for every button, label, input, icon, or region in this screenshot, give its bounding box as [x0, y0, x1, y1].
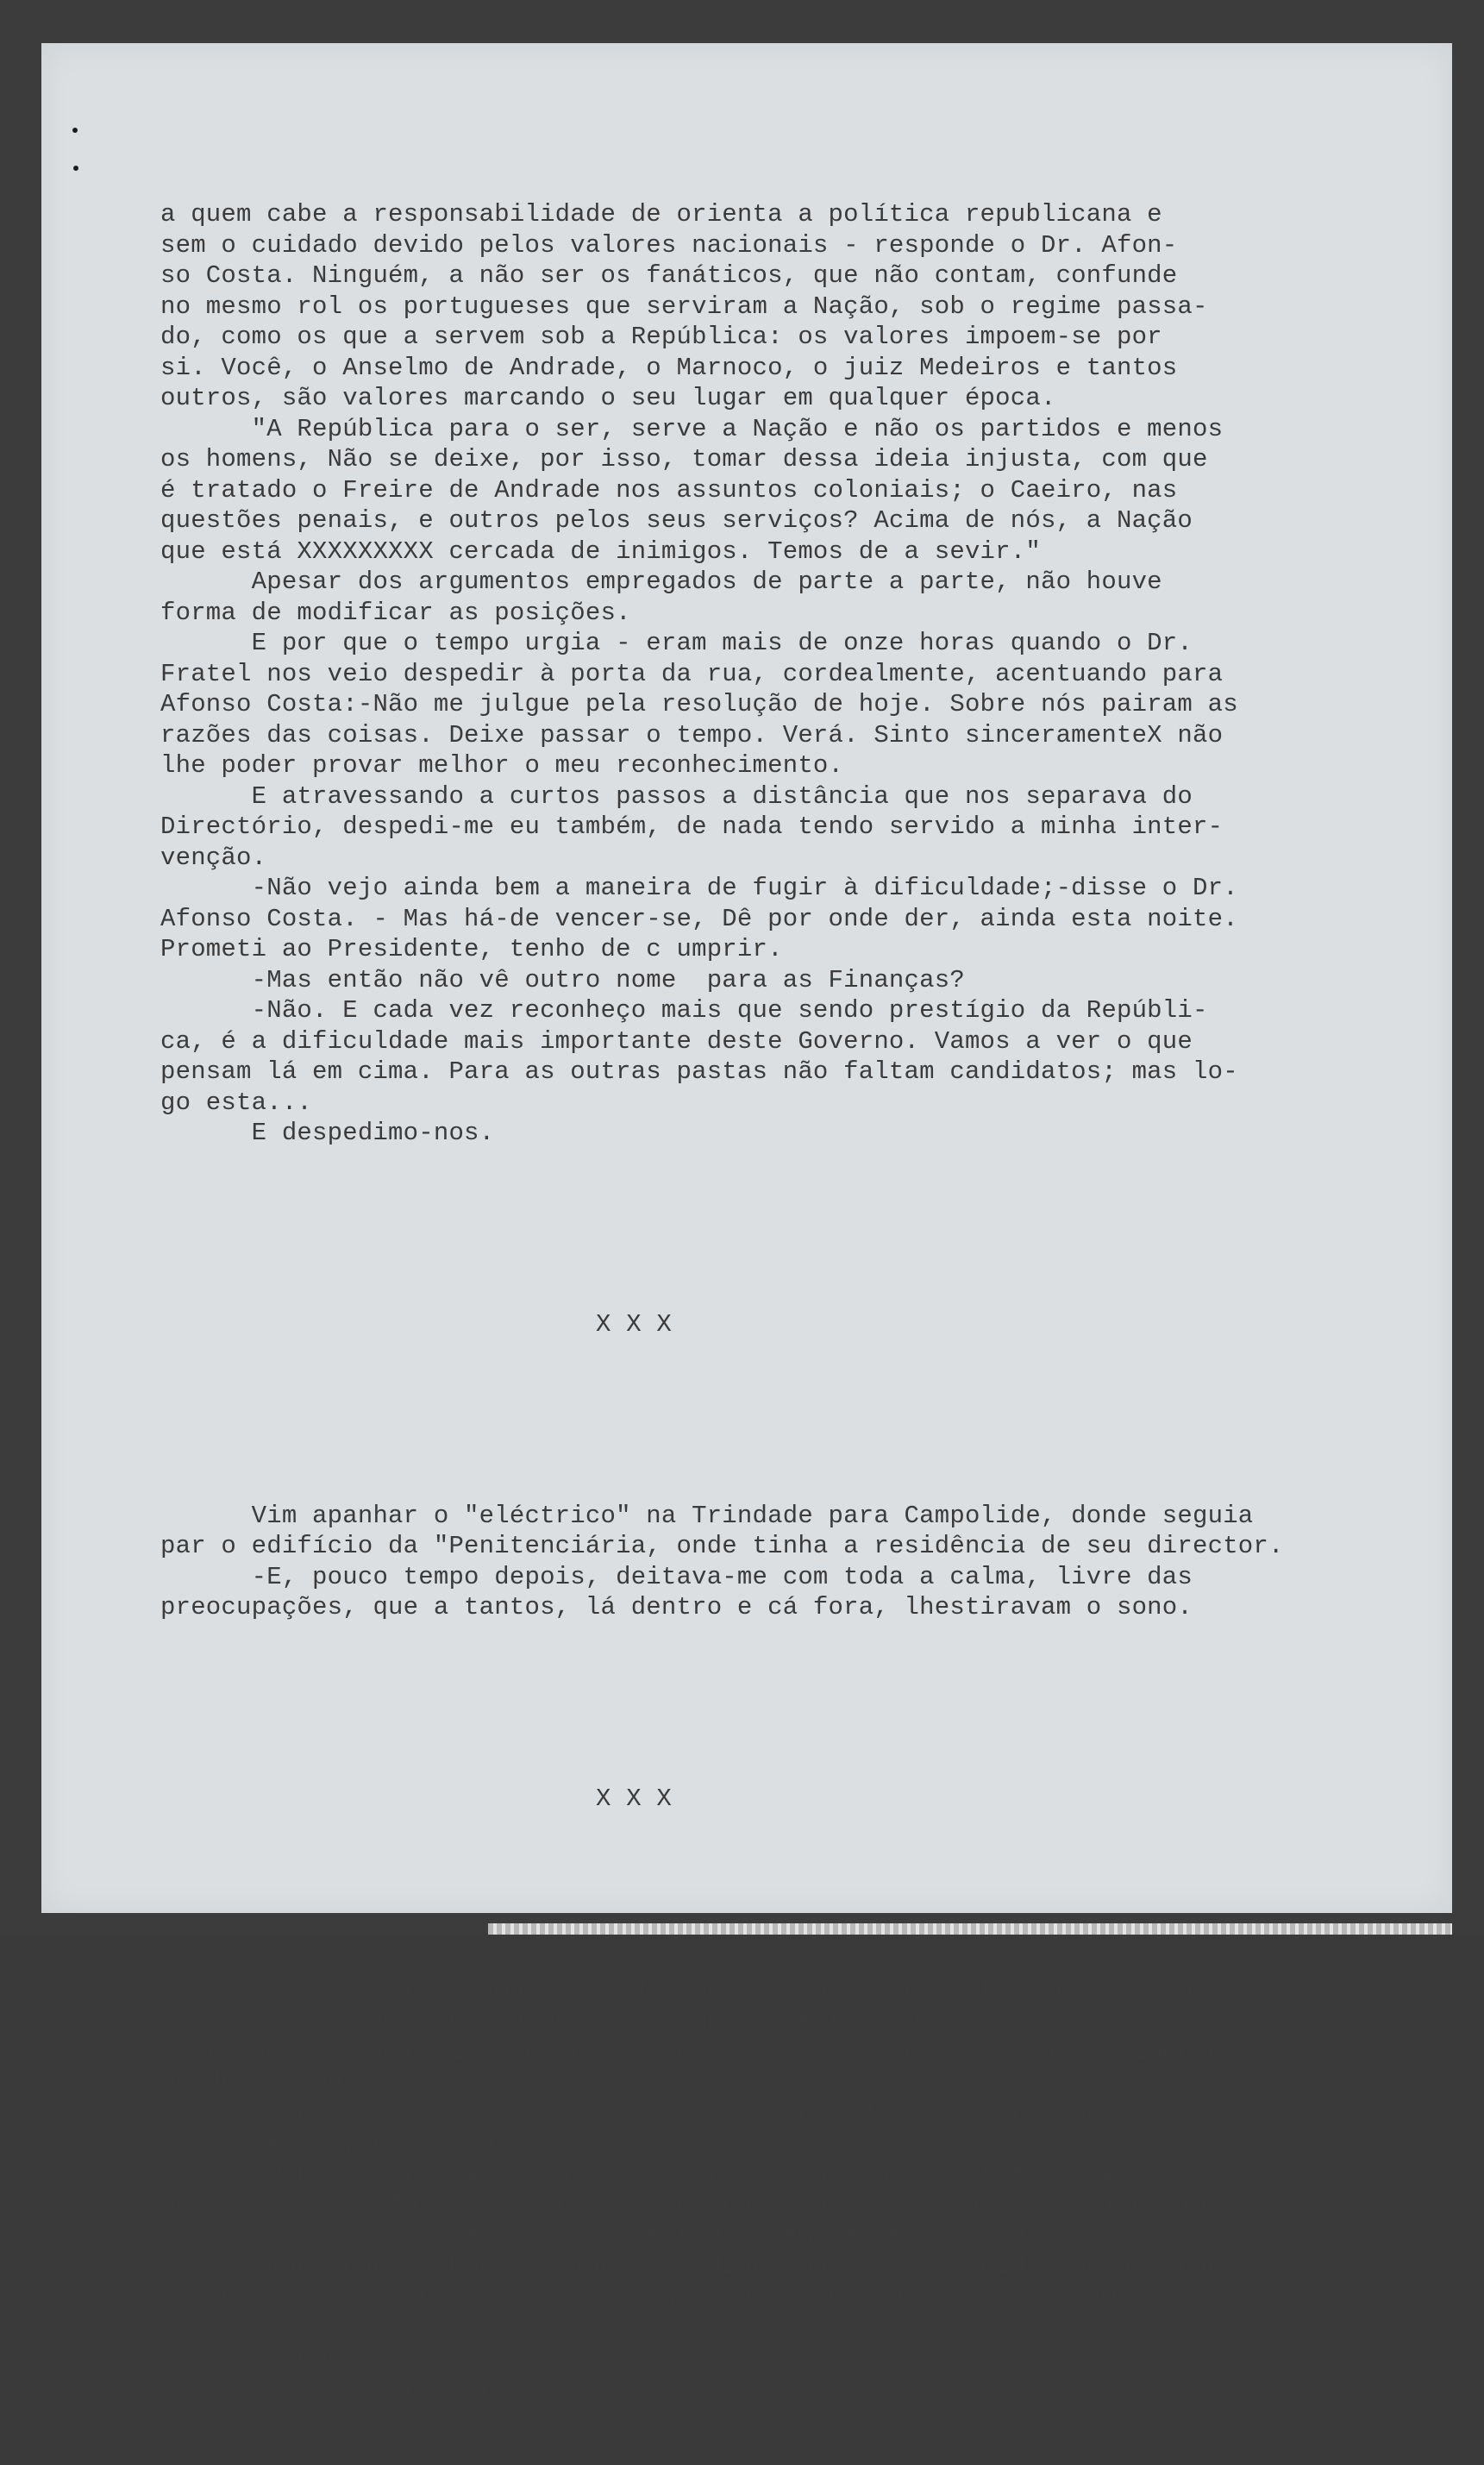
text-line: Fratel nos veio despedir à porta da rua, cordealmente, acentuando para — [160, 659, 1224, 688]
text-line: a quem cabe a responsabilidade de orienta a política republicana e — [160, 200, 1162, 229]
text-line: outros, são valores marcando o seu lugar em qualquer época. — [160, 384, 1056, 412]
text-line: -Não. E cada vez reconheço mais que sendo prestígio da Repúbli- — [160, 996, 1208, 1025]
text-line: giava sobre a mesa de cabeceira, sempre atento como queria estar a qual- — [160, 2006, 1254, 2035]
text-line: -E, pouco tempo depois, deitava-me com toda a calma, livre das — [160, 1562, 1193, 1591]
paragraph-group-1 — [160, 199, 1437, 1149]
text-line: E despedimo-nos. — [160, 1119, 495, 1147]
text-line: razões das coisas. Deixe passar o tempo. Verá. Sinto sinceramenteX não — [160, 720, 1224, 750]
text-line: Directório, despedi-me eu também, de nada tendo servido a minha inter- — [160, 812, 1224, 841]
text-line: E por que o tempo urgia - eram mais de onze horas quando o Dr. — [160, 629, 1193, 657]
text-line: venção. — [160, 843, 267, 872]
text-line: do, como os que a servem sob a República: os valores impoem-se por — [160, 323, 1162, 351]
text-line: resolvido? — [160, 2312, 313, 2341]
text-line: quer chamada imprevista do posto, central de guarda do estabelecimento, — [160, 2036, 1238, 2066]
text-line: lhe poder provar melhor o meu reconhecimento. — [160, 751, 844, 780]
text-line: Vim apanhar o "eléctrico" na Trindade para Campolide, donde seguia — [160, 1501, 1254, 1530]
text-line: Afonso Costa. - Mas há-de vencer-se, Dê por onde der, ainda esta noite. — [160, 904, 1238, 933]
text-line: -Não, não sr.Doutor. Não. Aturdido. mas não atendido, porque não — [160, 2251, 1224, 2280]
text-line: "A República para o ser, serve a Nação e não os partidos e menos — [160, 414, 1224, 443]
text-line: - Fraca hora para "blagues"... — [160, 2374, 707, 2402]
text-line: forma de modificar as posições. — [160, 598, 631, 627]
text-line: Faço as coisas ao avesso do projectado, Tem de ser. Atendido? — [160, 2220, 1086, 2249]
text-line: preocupações, que a tantos, lá dentro e cá fora, lhestiravam o sono. — [160, 1593, 1193, 1621]
section-separator: X X X — [596, 1784, 673, 1813]
text-line: os homens, Não se deixe, por isso, tomar dessa ideia injusta, com que — [160, 445, 1208, 474]
text-line: ca, é a dificuldade mais importante deste Governo. Vamos a ver o que — [160, 1026, 1193, 1056]
text-line: me despertou. — [160, 2067, 358, 2096]
punch-mark — [73, 166, 78, 171]
text-line: é tratado o Freire de Andrade nos assuntos coloniais; o Caeiro, nas — [160, 475, 1178, 505]
text-line: si. Você, o Anselmo de Andrade, o Marnoco, o juiz Medeiros e tantos — [160, 353, 1178, 382]
text-line: Seriam, porém, umas três da madrugada quando o telefone que me vi- — [160, 1975, 1269, 2004]
text-line: questões penais, e outros pelos seus serviços? Acima de nós, a Nação — [160, 506, 1193, 535]
text-line: par o edifício da "Penitenciária, onde tinha a residência de seu director. — [160, 1532, 1284, 1560]
text-line: -Olhe, quero dizer-lhe que o propuz para me substituir, indo ocu- — [160, 2159, 1238, 2188]
text-line: no mesmo rol os portugueses que serviram a Nação, sob o regime passa- — [160, 292, 1208, 321]
typewritten-text — [160, 138, 1437, 2465]
paragraph-group-3 — [160, 1975, 1437, 2404]
text-line: par a pasta do Interior par eu ir ocupar a das Finanças e Presidência. — [160, 2190, 1224, 2218]
text-line: -Não vejo ainda bem a maneira de fugir à dificuldade;-disse o Dr. — [160, 874, 1238, 902]
text-line: - Como lhe disse. — [160, 2343, 510, 2372]
text-line: -Mas então não vê outro nome para as Finanças? — [160, 965, 965, 994]
paragraph-group-2 — [160, 1501, 1437, 1623]
text-line: Atendido, comecei a ouvir a voz inconfundível do Dr.Afonso Costa. — [160, 2098, 1238, 2127]
punch-mark — [72, 128, 78, 133]
text-line: que está XXXXXXXXX cercada de inimigos. Temos de a sevir." — [160, 536, 1041, 566]
text-line: Apesar dos argumentos empregados de parte a parte, não houve — [160, 568, 1162, 596]
text-line: -Então, então que há? — [160, 2129, 571, 2157]
text-line: E atravessando a curtos passos a distância que nos separava do — [160, 781, 1193, 811]
section-separator: X X X — [596, 1309, 673, 1339]
text-line: Prometi ao Presidente, tenho de c umprir. — [160, 935, 783, 963]
scan-edge-strip — [488, 1923, 1452, 1935]
text-line: so Costa. Ninguém, a não ser os fanáticos, que não contam, confunde — [160, 261, 1178, 290]
text-line: Afonso Costa:-Não me julgue pela resolução de hoje. Sobre nós pairam as — [160, 690, 1238, 718]
text-line: pensam lá em cima. Para as outras pastas não faltam candidatos; mas lo- — [160, 1057, 1238, 1086]
text-line: sem o cuidado devido pelos valores nacionais - responde o Dr. Afon- — [160, 230, 1178, 260]
text-line: go esta... — [160, 1088, 313, 1117]
text-line: estou a sonhar. Quis brincar comigo. Mas, diga lá, e o caso como ficou — [160, 2281, 1224, 2311]
